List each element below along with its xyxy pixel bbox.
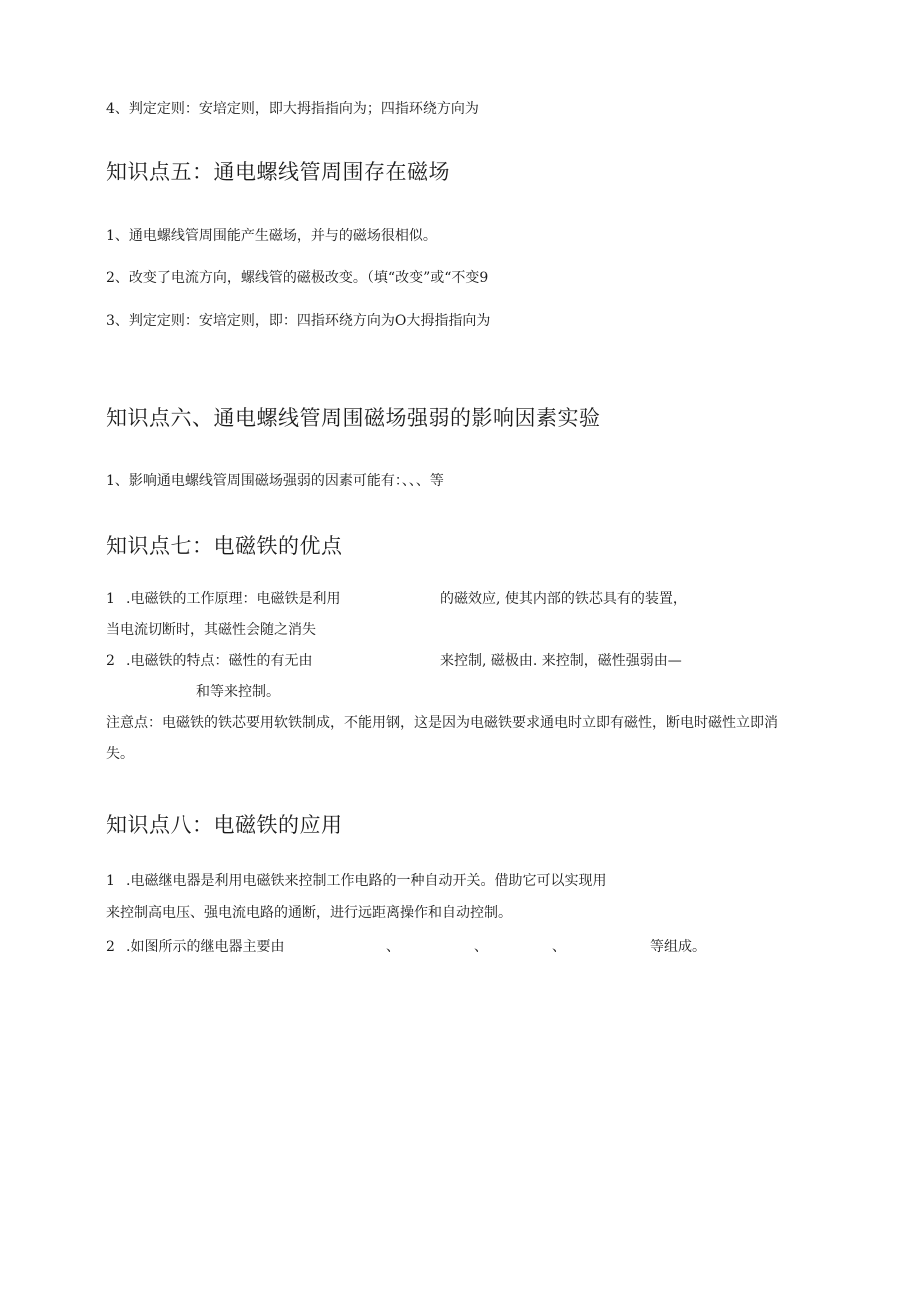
section-8-item-2-separator-3: 、 — [552, 939, 566, 955]
rule-line-4: 4、判定定则：安培定则，即大拇指指向为；四指环绕方向为 — [106, 101, 479, 117]
section-7-item-2-text-a: .电磁铁的特点：磁性的有无由 — [126, 653, 313, 669]
section-7-item-2-text-b: 来控制, 磁极由. 来控制，磁性强弱由— — [440, 653, 682, 669]
section-5-item-2: 2、改变了电流方向，螺线管的磁极改变。（填“改变”或“不变9 — [106, 270, 489, 286]
section-8-item-1-number: 1 — [106, 873, 115, 889]
section-8-item-2-separator-2: 、 — [474, 939, 488, 955]
section-7-item-2-text-c: 和等来控制。 — [196, 684, 280, 700]
section-7-item-1-text-a: .电磁铁的工作原理：电磁铁是利用 — [126, 591, 341, 607]
section-8-item-2-text-a: .如图所示的继电器主要由 — [126, 939, 285, 955]
section-5-item-3: 3、判定定则：安培定则，即：四指环绕方向为O大拇指指向为 — [106, 313, 491, 329]
section-8-item-1-text-b: 来控制高电压、强电流电路的通断，进行远距离操作和自动控制。 — [106, 905, 512, 921]
section-7-item-1-number: 1 — [106, 591, 115, 607]
section-7-item-1-text-c: 当电流切断时，其磁性会随之消失 — [106, 622, 316, 638]
section-6-heading: 知识点六、通电螺线管周围磁场强弱的影响因素实验 — [106, 406, 601, 430]
section-7-note-line-2: 失。 — [106, 746, 134, 762]
section-5-heading: 知识点五：通电螺线管周围存在磁场 — [106, 160, 450, 184]
section-8-item-2-separator-1: 、 — [386, 939, 400, 955]
section-7-heading: 知识点七：电磁铁的优点 — [106, 534, 343, 558]
section-7-item-1-text-b: 的磁效应, 使其内部的铁芯具有的装置， — [440, 591, 687, 607]
section-6-item-1: 1、影响通电螺线管周围磁场强弱的因素可能有：、、、等 — [106, 473, 444, 489]
section-8-item-2-ending: 等组成。 — [650, 939, 706, 955]
section-8-item-2-number: 2 — [106, 939, 115, 955]
section-8-heading: 知识点八：电磁铁的应用 — [106, 813, 343, 837]
section-7-item-2-number: 2 — [106, 653, 115, 669]
section-7-note-line-1: 注意点：电磁铁的铁芯要用软铁制成，不能用钢，这是因为电磁铁要求通电时立即有磁性，断电时磁性立即消 — [106, 715, 778, 731]
section-8-item-1-text-a: .电磁继电器是利用电磁铁来控制工作电路的一种自动开关。借助它可以实现用 — [126, 873, 607, 889]
section-5-item-1: 1、通电螺线管周围能产生磁场，并与的磁场很相似。 — [106, 228, 437, 244]
